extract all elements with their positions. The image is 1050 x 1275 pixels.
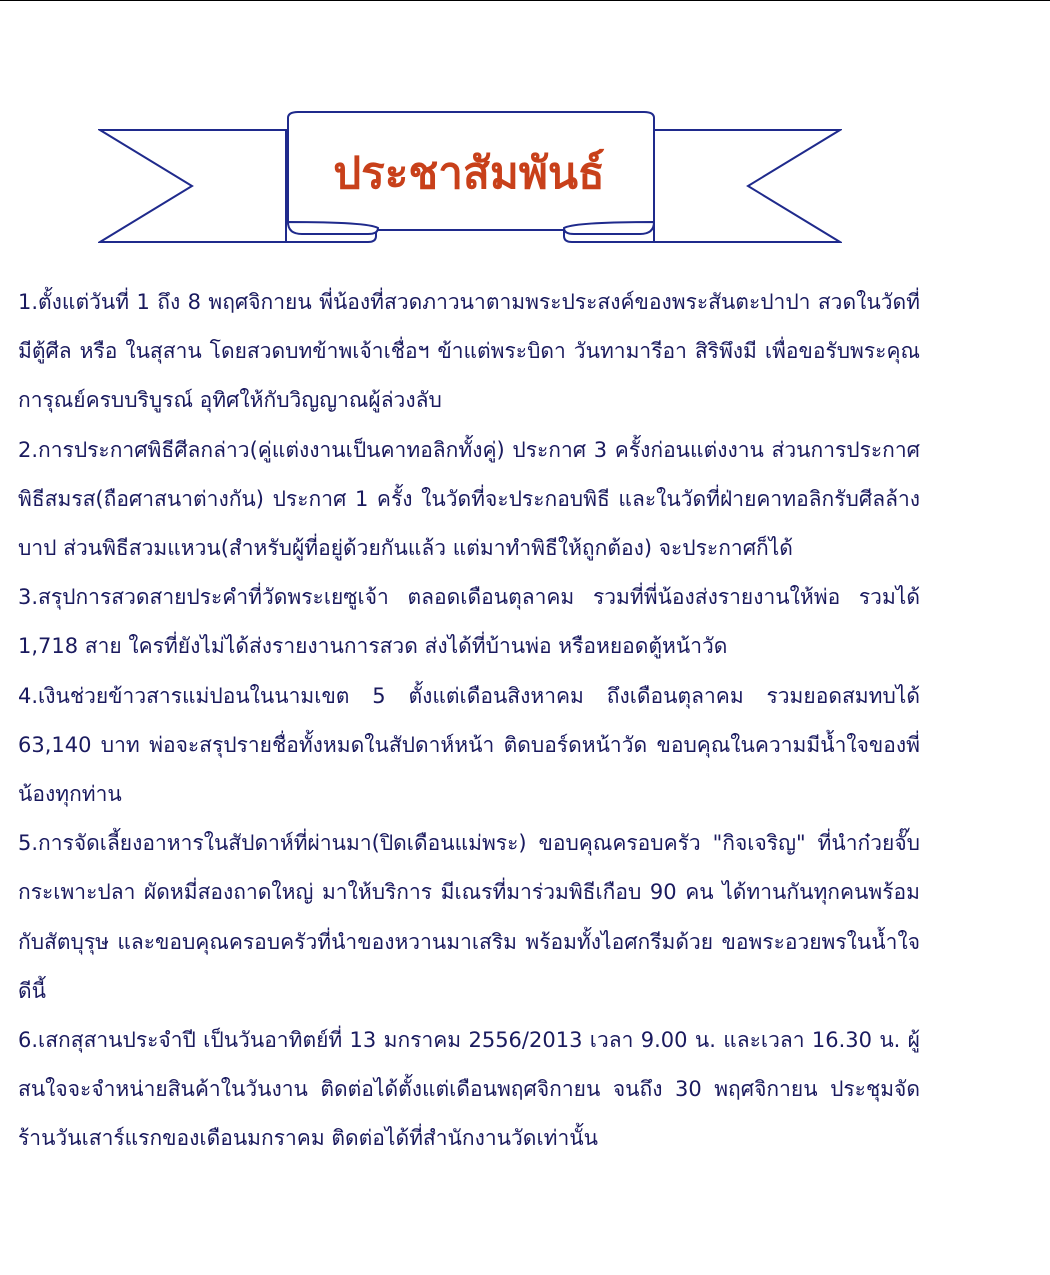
announcement-item: 1.ตั้งแต่วันที่ 1 ถึง 8 พฤศจิกายน พี่น้องที่สวดภาวนาตามพระประสงค์ของพระสันตะปาปา สวดในวัดที่มีตู้ศีล หรือ ในสุสาน โดยสวดบทข้าพเจ้าเชื่อฯ ข้าแต่พระบิดา วันทามารีอา สิริพึงมี เพื่อขอรับพระคุณการุณย์ครบบริบูรณ์ อุทิศให้กับวิญญาณผู้ล่วงลับ [18,290,920,413]
top-border-line [0,0,1050,1]
announcement-item: 2.การประกาศพิธีศีลกล่าว(คู่แต่งงานเป็นคาทอลิกทั้งคู่) ประกาศ 3 ครั้งก่อนแต่งงาน ส่วนการประกาศพิธีสมรส(ถือศาสนาต่างกัน) ประกาศ 1 ครั้ง ในวัดที่จะประกอบพิธี และในวัดที่ฝ่ายคาทอลิกรับศีลล้างบาป ส่วนพิธีสวมแหวน(สำหรับผู้ที่อยู่ด้วยกันแล้ว แต่มาทำพิธีให้ถูกต้อง) จะประกาศก็ได้ [18,437,920,561]
announcement-list [18,278,920,1164]
announcement-item: 6.เสกสุสานประจำปี เป็นวันอาทิตย์ที่ 13 มกราคม 2556/2013 เวลา 9.00 น. และเวลา 16.30 น. ผู้สนใจจะจำหน่ายสินค้าในวันงาน ติดต่อได้ตั้งแต่เดือนพฤศจิกายน จนถึง 30 พฤศจิกายน ประชุมจัดร้านวันเสาร์แรกของเดือนมกราคม ติดต่อได้ที่สำนักงานวัดเท่านั้น [18,1028,920,1151]
announcement-item: 3.สรุปการสวดสายประคำที่วัดพระเยซูเจ้า ตลอดเดือนตุลาคม รวมที่พี่น้องส่งรายงานให้พ่อ รวมได้ 1,718 สาย ใครที่ยังไม่ได้ส่งรายงานการสวด ส่งได้ที่บ้านพ่อ หรือหยอดตู้หน้าวัด [18,585,920,659]
banner-title: ประชาสัมพันธ์ [333,148,605,199]
title-banner [98,110,842,250]
announcement-item: 5.การจัดเลี้ยงอาหารในสัปดาห์ที่ผ่านมา(ปิดเดือนแม่พระ) ขอบคุณครอบครัว "กิจเจริญ" ที่นำก๋วยจั๊บ กระเพาะปลา ผัดหมี่สองถาดใหญ่ มาให้บริการ มีเณรที่มาร่วมพิธีเกือบ 90 คน ได้ทานกันทุกคนพร้อมกับสัตบุรุษ และขอบคุณครอบครัวที่นำของหวานมาเสริม พร้อมทั้งไอศกรีมด้วย ขอพระอวยพรในน้ำใจดีนี้ [18,831,920,1003]
announcement-item: 4.เงินช่วยข้าวสารแม่ปอนในนามเขต 5 ตั้งแต่เดือนสิงหาคม ถึงเดือนตุลาคม รวมยอดสมทบได้ 63,140 บาท พ่อจะสรุปรายชื่อทั้งหมดในสัปดาห์หน้า ติดบอร์ดหน้าวัด ขอบคุณในความมีน้ำใจของพี่น้องทุกท่าน [18,683,920,807]
